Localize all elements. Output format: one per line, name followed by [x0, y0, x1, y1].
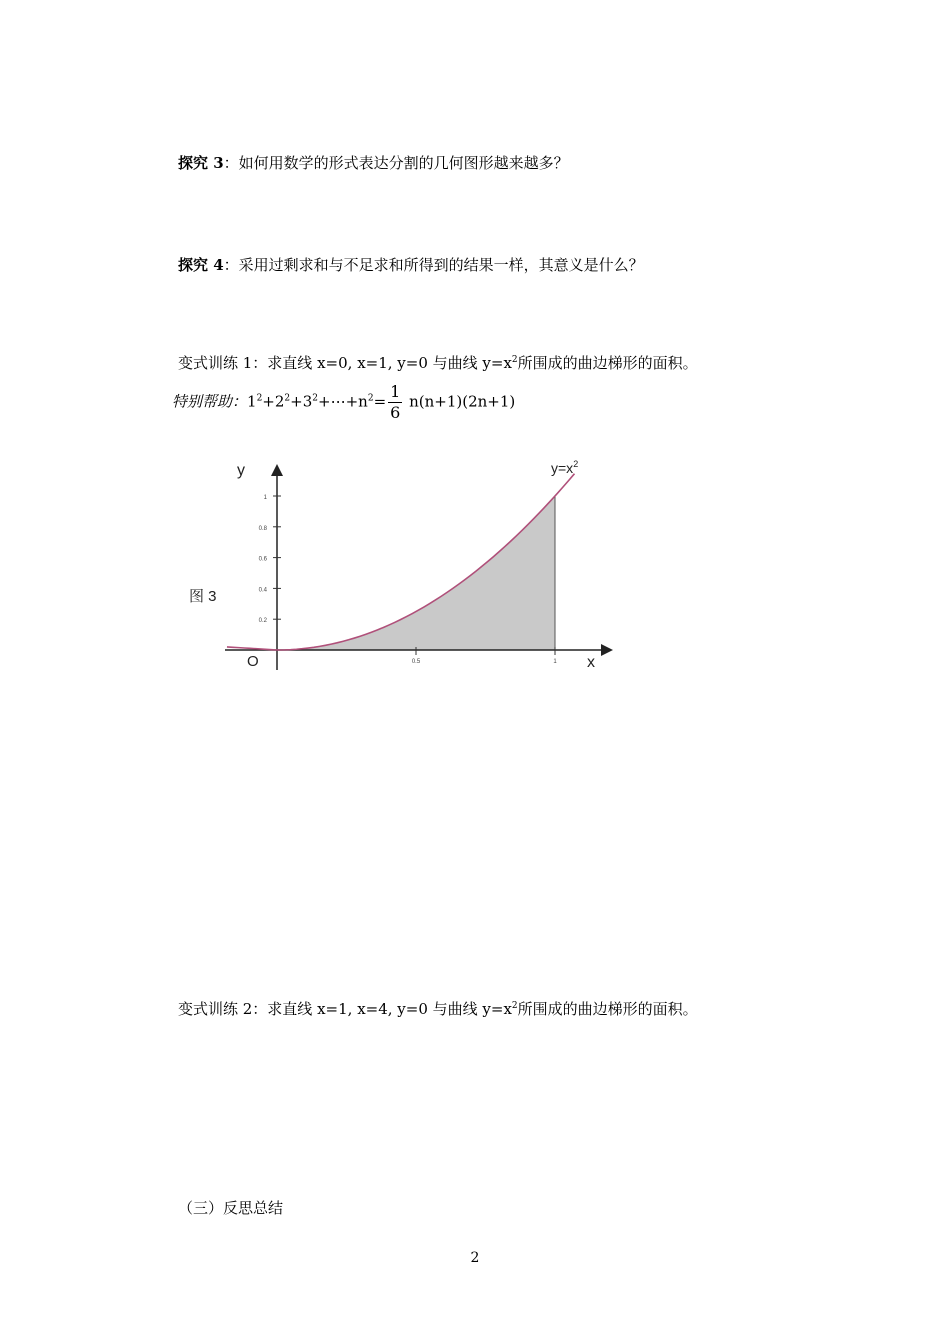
- explore-4-label: 探究 4: [178, 256, 224, 274]
- variant-1-exponent: 2: [511, 355, 518, 365]
- formula-term: 1: [247, 392, 257, 411]
- variant-2-text: 变式训练 2：求直线 x=1, x=4, y=0 与曲线 y=x: [178, 1000, 512, 1018]
- fraction-denominator: 6: [390, 403, 401, 422]
- special-help: [172, 382, 515, 423]
- shaded-area: [277, 496, 555, 650]
- x-tick-label: 0.5: [411, 659, 421, 665]
- y-tick-label: 0.6: [258, 556, 267, 563]
- formula-exponent: 2: [256, 393, 263, 404]
- formula-equals: =: [373, 392, 387, 411]
- formula-term: +3: [290, 392, 313, 411]
- y-tick-label: 1: [263, 495, 267, 501]
- section-3-heading: [178, 1197, 283, 1218]
- page-number: 2: [470, 1250, 480, 1266]
- formula-exponent: 2: [367, 393, 374, 404]
- variant-1-text: 变式训练 1：求直线 x=0, x=1, y=0 与曲线 y=x: [178, 354, 512, 372]
- formula-term: +⋯+n: [318, 392, 368, 411]
- formula-exponent: 2: [284, 393, 291, 404]
- variant-2-tail: 所围成的曲边梯形的面积。: [517, 1000, 698, 1018]
- y-tick-label: 0.2: [258, 618, 267, 625]
- formula-term: n(n+1)(2n+1): [404, 392, 516, 411]
- y-tick-label: 0.8: [258, 525, 267, 532]
- explore-3: [178, 152, 569, 173]
- figure-caption: 图 3: [189, 588, 217, 605]
- x-axis-label: x: [587, 654, 595, 671]
- special-help-label: 特别帮助：: [172, 392, 248, 411]
- origin-label: O: [247, 653, 259, 670]
- variant-1-tail: 所围成的曲边梯形的面积。: [517, 354, 698, 372]
- fraction-numerator: 1: [390, 382, 401, 401]
- curve-label-base: y=x: [551, 460, 574, 476]
- variant-training-2: [178, 998, 698, 1019]
- variant-2-exponent: 2: [511, 1001, 518, 1011]
- y-axis-label: y: [237, 462, 245, 479]
- x-tick-label: 1: [553, 659, 557, 665]
- formula-exponent: 2: [312, 393, 319, 404]
- area-chart: [185, 455, 625, 680]
- formula-term: +2: [262, 392, 285, 411]
- explore-4-text: ：采用过剩求和与不足求和所得到的结果一样，其意义是什么？: [223, 256, 644, 274]
- y-tick-label: 0.4: [258, 587, 267, 594]
- section-3-text: （三）反思总结: [178, 1199, 284, 1217]
- explore-3-text: ：如何用数学的形式表达分割的几何图形越来越多？: [223, 154, 569, 172]
- figure-3: [185, 455, 625, 680]
- curve-label-exponent: 2: [573, 459, 579, 469]
- variant-training-1: [178, 352, 698, 373]
- explore-3-label: 探究 3: [178, 154, 224, 172]
- formula-fraction: [388, 382, 402, 423]
- explore-4: [178, 254, 644, 275]
